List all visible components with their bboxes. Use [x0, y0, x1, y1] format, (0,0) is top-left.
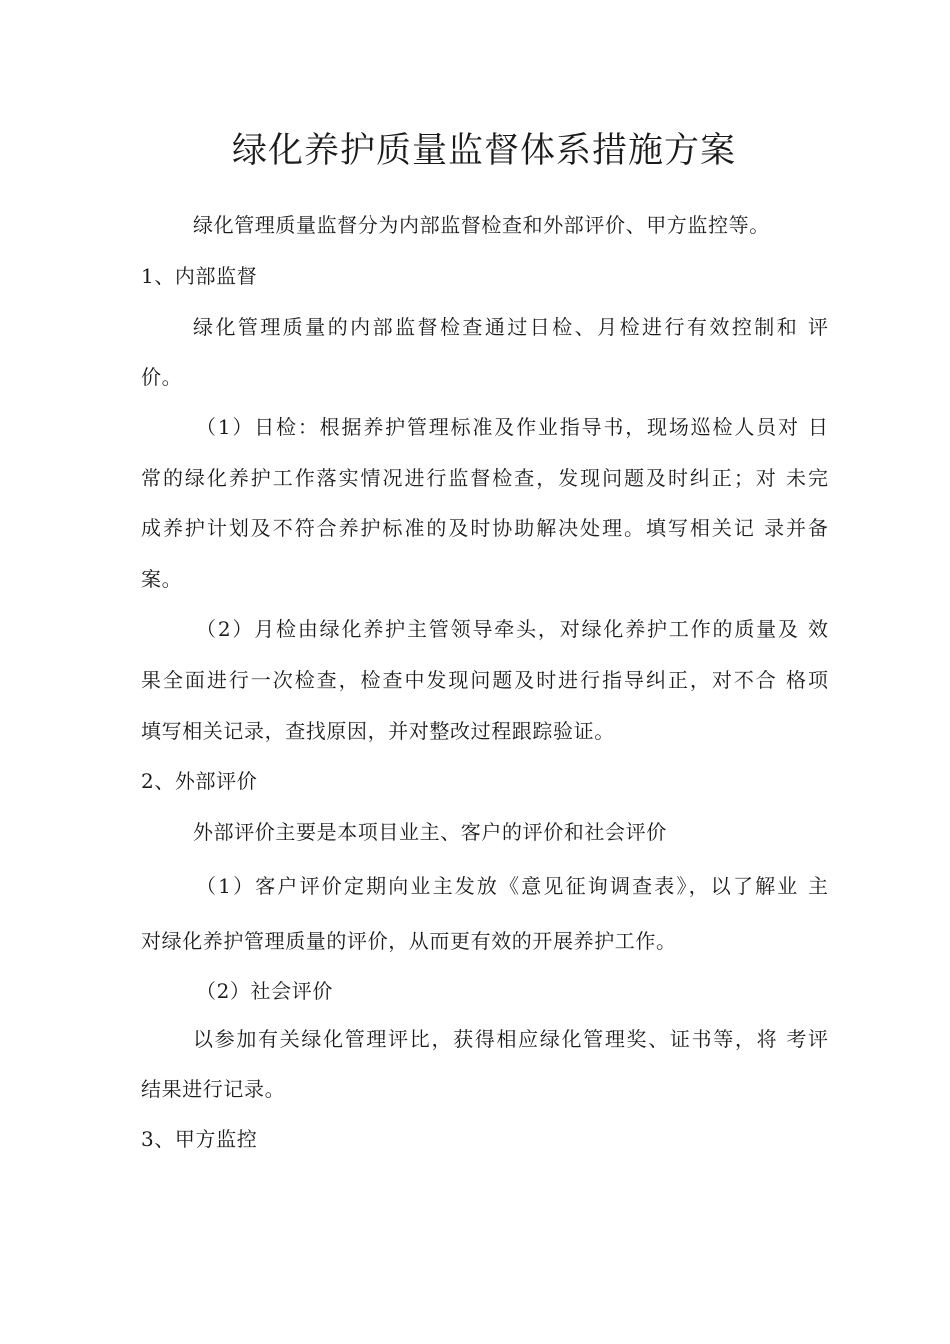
paragraph-line: 结果进行记录。 [141, 1077, 286, 1101]
section-heading-internal-supervision: 1、内部监督 [141, 264, 258, 288]
paragraph-line: （1）客户评价定期向业主发放《意见征询调查表》，以了解业 主 [196, 874, 828, 898]
paragraph-line: 填写相关记录，查找原因，并对整改过程跟踪验证。 [141, 719, 615, 743]
section-heading-party-a-monitoring: 3、甲方监控 [141, 1127, 258, 1151]
intro-paragraph: 绿化管理质量监督分为内部监督检查和外部评价、甲方监控等。 [193, 213, 770, 237]
paragraph-line: 价。 [141, 365, 183, 389]
paragraph-line: 对绿化养护管理质量的评价，从而更有效的开展养护工作。 [141, 929, 677, 953]
paragraph-line: （1）日检：根据养护管理标准及作业指导书，现场巡检人员对 日 [196, 415, 828, 439]
paragraph-line: 以参加有关绿化管理评比，获得相应绿化管理奖、证书等，将 考评 [193, 1027, 828, 1051]
paragraph-line: （2）社会评价 [196, 979, 333, 1003]
document-title: 绿化养护质量监督体系措施方案 [231, 131, 736, 171]
paragraph-line: 果全面进行一次检查，检查中发现问题及时进行指导纠正，对不合 格项 [141, 668, 828, 692]
paragraph-line: 绿化管理质量的内部监督检查通过日检、月检进行有效控制和 评 [193, 315, 828, 339]
section-heading-external-evaluation: 2、外部评价 [141, 769, 258, 793]
paragraph-line: 常的绿化养护工作落实情况进行监督检查，发现问题及时纠正；对 未完 [141, 466, 828, 490]
paragraph-line: （2）月检由绿化养护主管领导牵头，对绿化养护工作的质量及 效 [196, 617, 828, 641]
paragraph-line: 外部评价主要是本项目业主、客户的评价和社会评价 [193, 820, 667, 844]
paragraph-line: 案。 [141, 567, 183, 591]
paragraph-line: 成养护计划及不符合养护标准的及时协助解决处理。填写相关记 录并备 [141, 516, 828, 540]
